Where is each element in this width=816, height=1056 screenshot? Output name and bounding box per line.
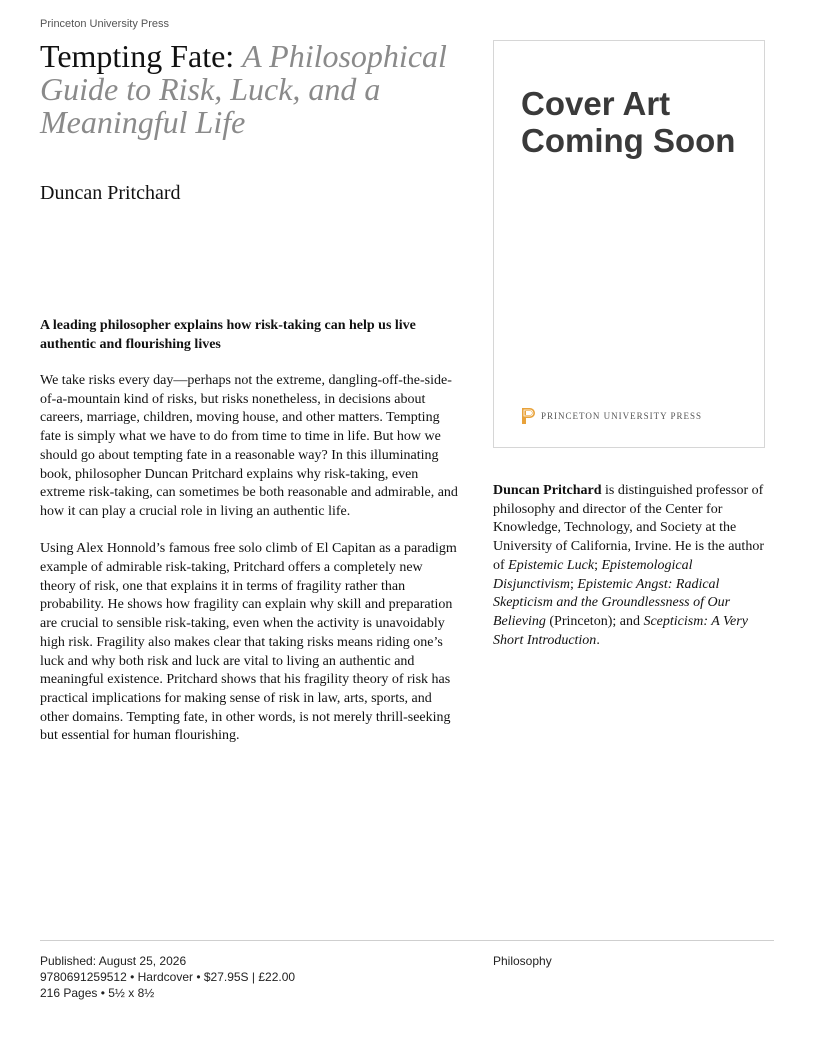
cover-logo-text: PRINCETON UNIVERSITY PRESS: [541, 411, 703, 421]
book-author: Duncan Pritchard: [40, 182, 181, 204]
bio-text: .: [596, 632, 600, 648]
book-title: [40, 40, 470, 139]
author-bio: [493, 482, 768, 650]
cover-publisher-logo: [521, 407, 702, 425]
bio-book-title: Epistemic Luck: [508, 557, 595, 573]
publisher-name: Princeton University Press: [40, 18, 169, 30]
book-tagline: A leading philosopher explains how risk-taking can help us live authentic and flourishing lives: [40, 318, 416, 352]
book-subtitle: A Philosophical Guide to Risk, Luck, and a Meaningful Life: [40, 38, 447, 140]
subject-category: Philosophy: [493, 954, 552, 968]
footer-divider: [40, 940, 774, 941]
bio-author-name: Duncan Pritchard: [493, 483, 602, 498]
pup-logo-icon: [521, 407, 535, 425]
description-paragraph: We take risks every day—perhaps not the extreme, dangling-off-the-side-of-a-mountain kind of risks, but risks nonetheless, in decisions about careers, marriage, children, moving house, and other matters. Tempting fate is simply what we have to do from time to time in life. But how we should go about tempting fate in a reasonable way? In this illuminating book, philosopher Duncan Pritchard explains why risk-taking, even extreme risk-taking, can sometimes be both reasonable and admirable, and how it can play a crucial role in living an authentic life.: [40, 373, 458, 519]
page-count-trim: 216 Pages • 5½ x 8½: [40, 986, 155, 1000]
bio-book-title: Epistemic Angst: Radical Skepticism and the Groundlessness of Our Believing: [493, 576, 731, 629]
bio-text: is distinguished professor of philosophy and director of the Center for Knowledge, Technology, and Society at the University of California, Irvine. He is the author of: [493, 483, 764, 573]
bio-text: (Princeton); and: [545, 613, 644, 629]
cover-placeholder-text: Cover Art Coming Soon: [521, 85, 736, 159]
description-paragraph: Using Alex Honnold’s famous free solo climb of El Capitan as a paradigm example of admirable risk-taking, Pritchard offers a completely new theory of risk, one that explains it in terms of fragility rather than probability. He shows how fragility can explain why skill and preparation are crucial to sensible risk-taking, even when the activity is unavoidably high risk. Fragility also makes clear that taking risks means riding one’s luck and why both risk and luck are vital to living an authentic and meaningful existence. Pritchard shows that his fragility theory of risk has practical implications for making sense of risk in law, arts, sports, and other domains. Tempting fate, in other words, is not merely thrill-seeking but essential for human flourishing.: [40, 541, 457, 744]
cover-placeholder: [493, 40, 765, 448]
bio-separator: ;: [594, 557, 602, 573]
bio-separator: ;: [570, 576, 578, 592]
book-description: [40, 372, 460, 765]
publication-date: Published: August 25, 2026: [40, 954, 187, 968]
bio-book-title: Scepticism: A Very Short Introduction: [493, 613, 748, 648]
bio-book-title: Epistemological Disjunctivism: [493, 557, 693, 592]
isbn-format-price: 9780691259512 • Hardcover • $27.95S | £22.00: [40, 970, 296, 984]
publication-details: [40, 953, 295, 1001]
book-title-main: Tempting Fate:: [40, 38, 243, 74]
